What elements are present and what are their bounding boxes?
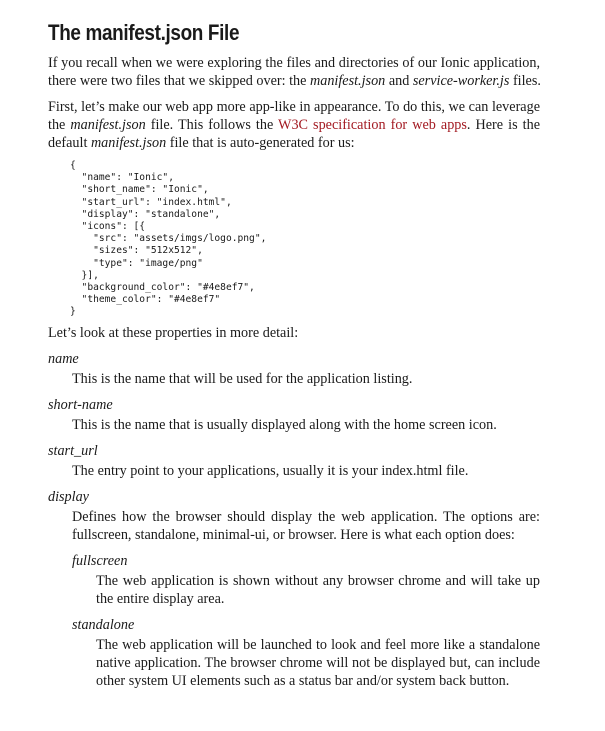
document-page xyxy=(48,20,540,690)
manifest-file-ref: manifest.json xyxy=(309,73,386,89)
manifest-file-ref-2: manifest.json xyxy=(70,117,146,133)
para2-line-1: First, let’s make our web app more app-like in appearance. To do this, we can leverage xyxy=(48,99,540,115)
property-description: This is the name that will be used for the application listing. xyxy=(72,370,413,387)
display-option-description: The web application is shown without any browser chrome and will take up the entire display area. xyxy=(96,572,540,607)
para2-line-3-end: file that is auto-generated for us: xyxy=(166,135,355,151)
service-worker-file-ref: service-worker.js xyxy=(412,73,510,89)
properties-intro: Let’s look at these properties in more detail: xyxy=(48,324,299,341)
property-term: name xyxy=(48,350,79,367)
para2-line-2-mid: file. This follows the xyxy=(145,117,279,133)
property-description: This is the name that is usually displayed along with the home screen icon. xyxy=(72,416,497,433)
display-option-list xyxy=(72,552,540,690)
property-list xyxy=(48,350,540,690)
property-description: The entry point to your applications, usually it is your index.html file. xyxy=(72,462,469,479)
para2-line-2-end: . Here is the xyxy=(466,117,540,133)
manifest-file-ref-3: manifest.json xyxy=(90,135,167,151)
intro-line-2-start: there were two files that we skipped over: the xyxy=(48,73,310,89)
manifest-code-block: { "name": "Ionic", "short_name": "Ionic", "start_url": "index.html", "display": "standalone", "icons": [{ "src": "assets/imgs/logo.png", "sizes": "512x512", "type": "image/png" }], "background_color": "#4e8ef7", "theme_color": "#4e8ef7" } xyxy=(70,160,267,318)
property-item xyxy=(48,396,540,434)
display-option-item xyxy=(72,552,540,608)
property-term: start_url xyxy=(48,442,98,459)
intro-and: and xyxy=(385,73,413,89)
w3c-spec-link[interactable]: W3C specification for web apps xyxy=(278,117,467,133)
para2-line-2-start: the xyxy=(48,117,71,133)
property-item xyxy=(48,442,540,480)
property-description: Defines how the browser should display the web application. The options are: fullscreen, standalone, minimal-ui, or browser. Here is what each option does: xyxy=(72,508,540,543)
display-option-description: The web application will be launched to look and feel more like a standalone native application. The browser chrome will not be displayed but, can include other system UI elements such as a status bar and/or system back button. xyxy=(96,636,540,689)
intro-line-2-end: files. xyxy=(509,73,541,89)
manifest-paragraph xyxy=(48,98,540,152)
intro-paragraph xyxy=(48,54,540,90)
property-item xyxy=(48,350,540,388)
property-term: short-name xyxy=(48,396,113,413)
display-option-term: standalone xyxy=(72,616,135,633)
property-item xyxy=(48,488,540,690)
intro-line-1: If you recall when we were exploring the files and directories of our Ionic application, xyxy=(48,55,540,71)
display-option-item xyxy=(72,616,540,690)
section-title: The manifest.json File xyxy=(48,20,240,45)
display-option-term: fullscreen xyxy=(72,552,128,569)
para2-line-3-start: default xyxy=(48,135,91,151)
property-term: display xyxy=(48,488,89,505)
